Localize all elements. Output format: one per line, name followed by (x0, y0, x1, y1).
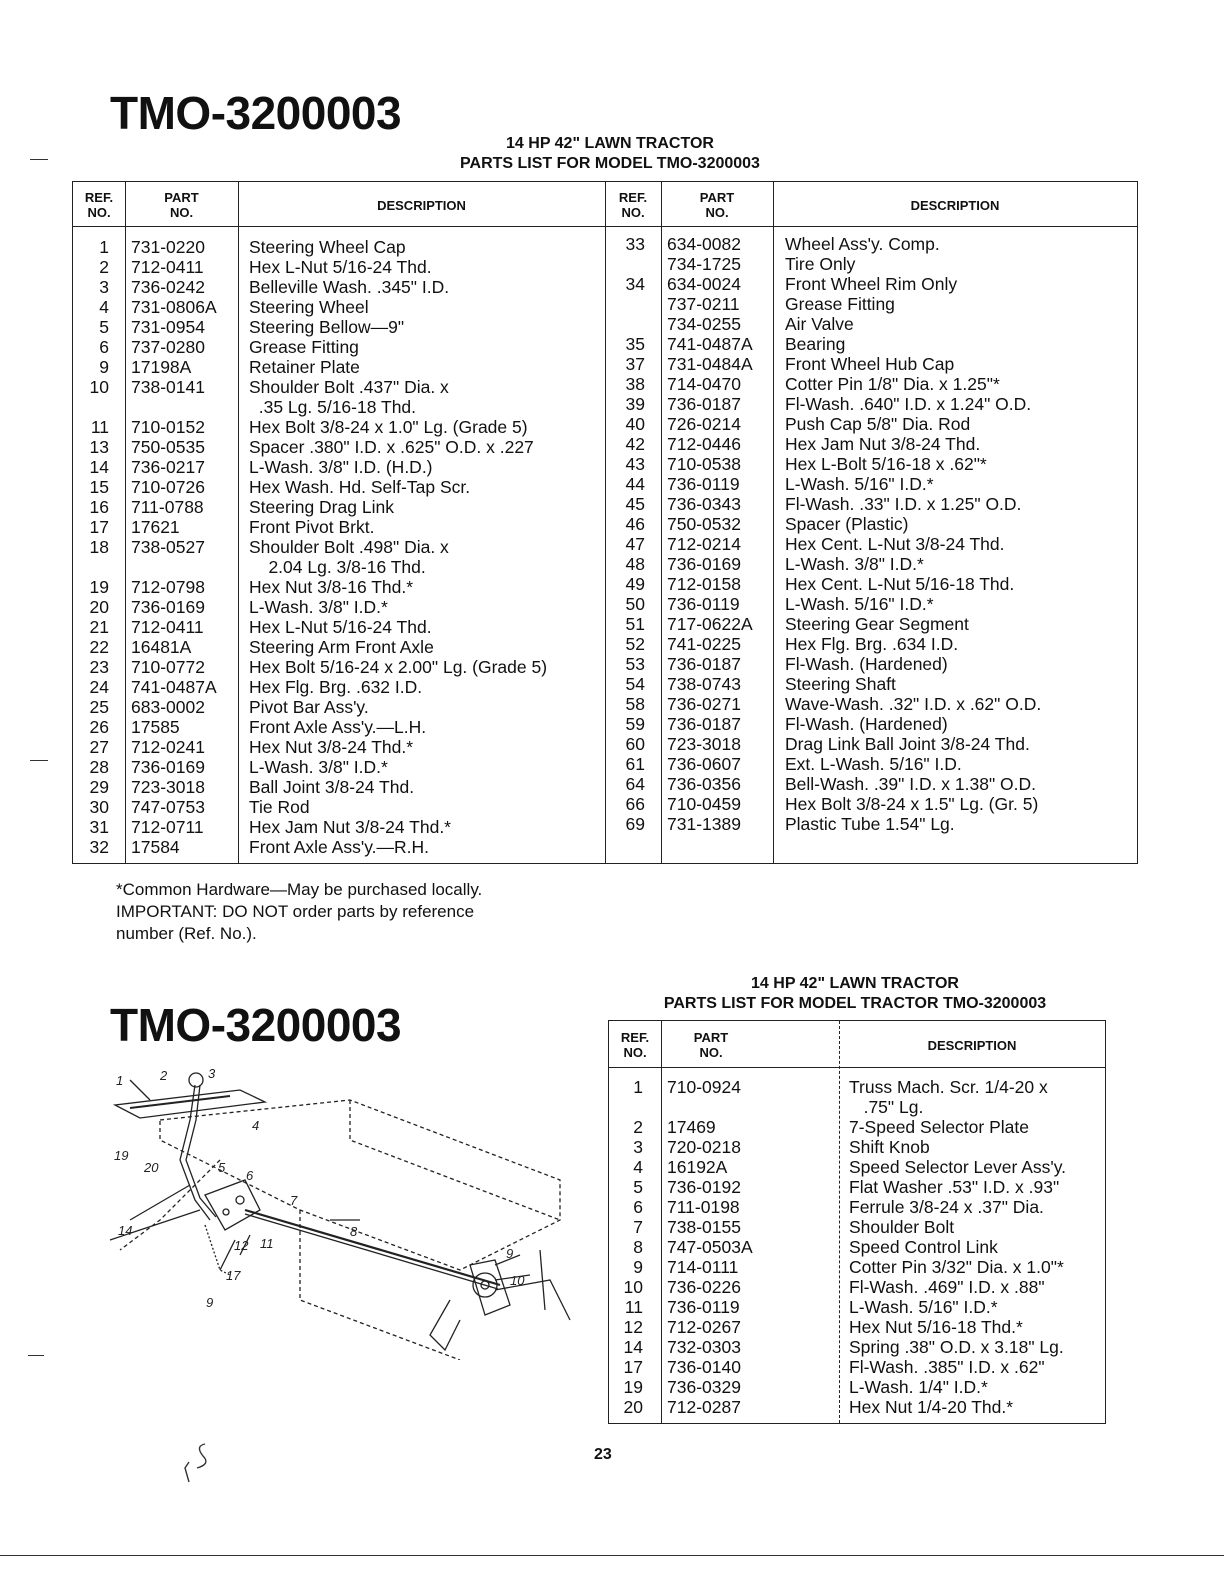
bottom.rows-desc-cell: Fl-Wash. .385" I.D. x .62" (849, 1357, 1045, 1377)
top.left_rows-desc-cell: Grease Fitting (249, 337, 359, 357)
bottom.rows-ref-cell: 2 (633, 1117, 643, 1137)
bottom.rows-desc-cell: L-Wash. 1/4" I.D.* (849, 1377, 988, 1397)
top.left_rows-desc-cell: Steering Bellow—9" (249, 317, 405, 337)
top.left_rows-part-cell: 710-0152 (131, 417, 205, 437)
top.right_rows-desc-cell: Hex Bolt 3/8-24 x 1.5" Lg. (Gr. 5) (785, 794, 1039, 814)
bottom.rows-ref-cell: 8 (633, 1237, 643, 1257)
bottom.rows-desc-cell: Hex Nut 5/16-18 Thd.* (849, 1317, 1023, 1337)
top.right_rows-part-cell: 714-0470 (667, 374, 741, 394)
bottom.rows-part-cell: 736-0192 (667, 1177, 741, 1197)
top.left_rows-desc-cell: Hex Flg. Brg. .632 I.D. (249, 677, 423, 697)
top.left_rows-desc-cell: Hex Wash. Hd. Self-Tap Scr. (249, 477, 471, 497)
top.left_rows-ref-cell: 15 (89, 477, 109, 497)
top.left_rows-ref-cell: 20 (89, 597, 109, 617)
top.right_rows-desc-cell: Hex L-Bolt 5/16-18 x .62"* (785, 454, 987, 474)
top.right_rows-part-cell: 736-0119 (667, 474, 740, 494)
top.right_rows-ref-cell: 50 (625, 594, 645, 614)
top.left_rows-ref-cell: 16 (89, 497, 109, 517)
top.right_rows-desc-cell: Grease Fitting (785, 294, 895, 314)
bottom.rows-ref-cell: 9 (633, 1257, 643, 1277)
top.left_rows-ref-cell: 25 (89, 697, 109, 717)
top.right_rows-desc-cell: L-Wash. 5/16" I.D.* (785, 474, 934, 494)
top-parts-table (72, 181, 1138, 864)
top.right_rows-ref-cell: 46 (625, 514, 645, 534)
bottom.rows-desc-cell: Cotter Pin 3/32" Dia. x 1.0"* (849, 1257, 1064, 1277)
top.left_rows-ref-cell: 23 (89, 657, 109, 677)
bottom.rows-ref-cell: 12 (623, 1317, 643, 1337)
top.right_rows-desc-cell: Air Valve (785, 314, 854, 334)
bottom.rows-desc-cell: 7-Speed Selector Plate (849, 1117, 1029, 1137)
top.right_rows-part-cell: 738-0743 (667, 674, 741, 694)
diagram-label-9: 9 (506, 1246, 514, 1261)
top.right_rows-part-cell: 731-0484A (667, 354, 753, 374)
top.left_rows-part-cell (131, 397, 217, 417)
top.right_rows-ref-cell: 51 (625, 614, 645, 634)
top.right_rows-desc-cell: Drag Link Ball Joint 3/8-24 Thd. (785, 734, 1030, 754)
top.right_rows-desc-cell: Bell-Wash. .39" I.D. x 1.38" O.D. (785, 774, 1037, 794)
top.right_rows-ref-cell: 58 (625, 694, 645, 714)
top.left_rows-desc-cell: Steering Wheel (249, 297, 369, 317)
top.left_rows-desc-cell: L-Wash. 3/8" I.D. (H.D.) (249, 457, 433, 477)
top.right_rows-desc-cell: Steering Shaft (785, 674, 896, 694)
diagram-label-17: 17 (226, 1268, 241, 1283)
top.left_rows-ref-cell: 27 (89, 737, 109, 757)
top.left_rows-desc-cell: Hex Jam Nut 3/8-24 Thd.* (249, 817, 451, 837)
right-ref-column (609, 234, 645, 834)
top.left_rows-part-cell: 736-0242 (131, 277, 205, 297)
bottom.rows-ref-cell: 17 (623, 1357, 643, 1377)
top.left_rows-desc-cell: Hex L-Nut 5/16-24 Thd. (249, 617, 432, 637)
top.right_rows-part-cell: 712-0158 (667, 574, 741, 594)
diagram-label-11: 11 (260, 1236, 274, 1251)
top.right_rows-part-cell: 736-0187 (667, 654, 741, 674)
bottom.rows-desc-cell: Shift Knob (849, 1137, 930, 1157)
top.right_rows-ref-cell: 44 (625, 474, 645, 494)
top.left_rows-part-cell: 17198A (131, 357, 192, 377)
top.right_rows-desc-cell: L-Wash. 3/8" I.D.* (785, 554, 924, 574)
bottom.rows-part-cell: 736-0140 (667, 1357, 741, 1377)
top.left_rows-part-cell: 711-0788 (131, 497, 204, 517)
diagram-label-5: 5 (218, 1160, 226, 1175)
bottom-header-description: DESCRIPTION (927, 1038, 1017, 1053)
diagram-label-8: 8 (350, 1224, 358, 1239)
top.left_rows-desc-cell: Front Axle Ass'y.—R.H. (249, 837, 430, 857)
bottom.rows-part-cell: 17469 (667, 1117, 716, 1137)
top.left_rows-desc-cell: Hex Bolt 3/8-24 x 1.0" Lg. (Grade 5) (249, 417, 528, 437)
top.right_rows-ref-cell: 60 (625, 734, 645, 754)
top.left_rows-part-cell: 747-0753 (131, 797, 205, 817)
top.left_rows-desc-cell: Steering Wheel Cap (249, 237, 406, 257)
top.right_rows-desc-cell: Hex Cent. L-Nut 3/8-24 Thd. (785, 534, 1005, 554)
top.right_rows-desc-cell: Fl-Wash. (Hardened) (785, 654, 948, 674)
top.right_rows-desc-cell: Front Wheel Rim Only (785, 274, 958, 294)
top.right_rows-part-cell: 736-0271 (667, 694, 741, 714)
top.left_rows-ref-cell: 18 (89, 537, 109, 557)
margin-mark (30, 760, 48, 761)
bottom.rows-desc-cell: Hex Nut 1/4-20 Thd.* (849, 1397, 1014, 1417)
bottom.rows-part-cell: 16192A (667, 1157, 728, 1177)
top.right_rows-part-cell: 634-0024 (667, 274, 741, 294)
top.right_rows-ref-cell: 59 (625, 714, 645, 734)
top.left_rows-part-cell: 723-3018 (131, 777, 205, 797)
top.left_rows-desc-cell: Hex Nut 3/8-24 Thd.* (249, 737, 414, 757)
bottom.rows-part-cell: 720-0218 (667, 1137, 741, 1157)
top.right_rows-ref-cell (609, 254, 645, 274)
top.right_rows-part-cell: 723-3018 (667, 734, 741, 754)
top.left_rows-ref-cell: 22 (89, 637, 109, 657)
bottom.rows-desc-cell: Shoulder Bolt (849, 1217, 955, 1237)
top.right_rows-ref-cell: 48 (625, 554, 645, 574)
bottom-part-column (667, 1077, 753, 1417)
top.left_rows-part-cell: 741-0487A (131, 677, 217, 697)
diagram-label-19: 19 (114, 1148, 129, 1163)
top.left_rows-ref-cell: 30 (89, 797, 109, 817)
top.right_rows-desc-cell: Hex Jam Nut 3/8-24 Thd. (785, 434, 981, 454)
top.left_rows-ref-cell: 4 (99, 297, 109, 317)
top.right_rows-part-cell: 736-0187 (667, 714, 741, 734)
top.left_rows-ref-cell (73, 557, 109, 577)
top.right_rows-ref-cell: 47 (625, 534, 645, 554)
top.right_rows-part-cell: 717-0622A (667, 614, 753, 634)
bottom.rows-ref-cell: 5 (633, 1177, 643, 1197)
top.left_rows-part-cell: 712-0798 (131, 577, 205, 597)
top.right_rows-ref-cell: 64 (625, 774, 645, 794)
bottom.rows-desc-cell: .75" Lg. (849, 1097, 924, 1117)
diagram-label-20: 20 (144, 1160, 159, 1175)
bottom-title: TMO-3200003 (110, 999, 402, 1051)
top.left_rows-desc-cell: Tie Rod (249, 797, 310, 817)
top.left_rows-desc-cell: Steering Arm Front Axle (249, 637, 434, 657)
bottom.rows-ref-cell: 19 (623, 1377, 643, 1397)
top.left_rows-part-cell (131, 557, 217, 577)
top.right_rows-desc-cell: Wheel Ass'y. Comp. (785, 234, 940, 254)
bottom.rows-part-cell: 736-0119 (667, 1297, 740, 1317)
top.left_rows-ref-cell (73, 397, 109, 417)
bottom.rows-part-cell: 712-0267 (667, 1317, 741, 1337)
top.right_rows-part-cell: 634-0082 (667, 234, 741, 254)
top.left_rows-ref-cell: 6 (99, 337, 109, 357)
top.right_rows-desc-cell: Front Wheel Hub Cap (785, 354, 955, 374)
top.right_rows-desc-cell: Ext. L-Wash. 5/16" I.D. (785, 754, 962, 774)
top.right_rows-part-cell: 731-1389 (667, 814, 741, 834)
bottom.rows-part-cell: 710-0924 (667, 1077, 741, 1097)
top.left_rows-ref-cell: 28 (89, 757, 109, 777)
top.left_rows-part-cell: 710-0726 (131, 477, 205, 497)
notes (116, 879, 482, 945)
top.left_rows-part-cell: 736-0169 (131, 757, 205, 777)
top.left_rows-desc-cell: Front Pivot Brkt. (249, 517, 375, 537)
top.right_rows-desc-cell: Plastic Tube 1.54" Lg. (785, 814, 955, 834)
header-description: DESCRIPTION (377, 198, 466, 213)
top-subtitle-line2: PARTS LIST FOR MODEL TMO-3200003 (460, 155, 760, 172)
top.left_rows-part-cell: 683-0002 (131, 697, 205, 717)
top.left_rows-ref-cell: 14 (89, 457, 109, 477)
top.right_rows-desc-cell: Wave-Wash. .32" I.D. x .62" O.D. (785, 694, 1042, 714)
header-description-2: DESCRIPTION (910, 198, 1000, 213)
left-desc-column (249, 237, 547, 857)
bottom-subtitle (600, 974, 1110, 1014)
bottom-subtitle-line2: PARTS LIST FOR MODEL TRACTOR TMO-3200003 (663, 995, 1047, 1012)
bottom.rows-desc-cell: Ferrule 3/8-24 x .37" Dia. (849, 1197, 1044, 1217)
bottom.rows-desc-cell: L-Wash. 5/16" I.D.* (849, 1297, 998, 1317)
top.right_rows-ref-cell: 35 (625, 334, 645, 354)
top.left_rows-part-cell: 16481A (131, 637, 192, 657)
top.right_rows-part-cell: 736-0607 (667, 754, 741, 774)
bottom.rows-part-cell: 711-0198 (667, 1197, 740, 1217)
top.right_rows-desc-cell: Cotter Pin 1/8" Dia. x 1.25"* (785, 374, 1000, 394)
bottom.rows-desc-cell: Spring .38" O.D. x 3.18" Lg. (849, 1337, 1064, 1357)
top.right_rows-ref-cell: 69 (625, 814, 645, 834)
bottom.rows-ref-cell: 3 (633, 1137, 643, 1157)
top.right_rows-part-cell: 710-0538 (667, 454, 741, 474)
header-ref-no-2: REF. NO. (618, 190, 648, 220)
bottom-subtitle-line1: 14 HP 42" LAWN TRACTOR (751, 975, 959, 992)
bottom-ref-column (609, 1077, 643, 1417)
top-subtitle-line1: 14 HP 42" LAWN TRACTOR (506, 135, 714, 152)
top.left_rows-ref-cell: 3 (99, 277, 109, 297)
left-ref-column (73, 237, 109, 857)
top.left_rows-ref-cell: 32 (89, 837, 109, 857)
top.left_rows-part-cell: 731-0220 (131, 237, 205, 257)
top.left_rows-desc-cell: 2.04 Lg. 3/8-16 Thd. (249, 557, 426, 577)
top.right_rows-part-cell: 741-0225 (667, 634, 741, 654)
diagram-label-1: 1 (116, 1073, 124, 1088)
top.left_rows-part-cell: 731-0806A (131, 297, 217, 317)
top.left_rows-ref-cell: 2 (99, 257, 109, 277)
bottom.rows-part-cell: 738-0155 (667, 1217, 741, 1237)
top.right_rows-ref-cell: 39 (625, 394, 645, 414)
top.right_rows-part-cell: 712-0446 (667, 434, 741, 454)
diagram-label-4: 4 (252, 1118, 260, 1133)
top.right_rows-desc-cell: Tire Only (785, 254, 856, 274)
right-part-column (667, 234, 753, 834)
bottom.rows-part-cell: 736-0329 (667, 1377, 741, 1397)
top-subtitle (400, 134, 820, 174)
top.right_rows-part-cell: 712-0214 (667, 534, 741, 554)
top.left_rows-ref-cell: 5 (99, 317, 109, 337)
top.right_rows-ref-cell (609, 314, 645, 334)
top.left_rows-ref-cell: 13 (89, 437, 109, 457)
top.right_rows-desc-cell: Fl-Wash. .640" I.D. x 1.24" O.D. (785, 394, 1032, 414)
top.left_rows-desc-cell: .35 Lg. 5/16-18 Thd. (249, 397, 417, 417)
bottom-desc-column (849, 1077, 1066, 1417)
left-part-column (131, 237, 217, 857)
bottom.rows-part-cell: 747-0503A (667, 1237, 753, 1257)
top.left_rows-part-cell: 710-0772 (131, 657, 205, 677)
diagram-label-3: 3 (208, 1066, 216, 1081)
note-common-hardware: *Common Hardware—May be purchased locally. (116, 880, 483, 899)
top-title: TMO-3200003 (110, 87, 402, 139)
handwritten-mark (175, 1438, 225, 1488)
bottom.rows-desc-cell: Truss Mach. Scr. 1/4-20 x (849, 1077, 1048, 1097)
top.left_rows-desc-cell: Hex Bolt 5/16-24 x 2.00" Lg. (Grade 5) (249, 657, 548, 677)
top.left_rows-part-cell: 712-0411 (131, 617, 204, 637)
diagram-label-7: 7 (290, 1193, 298, 1208)
top.right_rows-part-cell: 737-0211 (667, 294, 740, 314)
top.left_rows-part-cell: 736-0169 (131, 597, 205, 617)
top.left_rows-desc-cell: L-Wash. 3/8" I.D.* (249, 597, 388, 617)
top.left_rows-desc-cell: Belleville Wash. .345" I.D. (249, 277, 450, 297)
top.left_rows-ref-cell: 17 (89, 517, 109, 537)
bottom-rule (0, 1555, 1224, 1556)
top.left_rows-ref-cell: 26 (89, 717, 109, 737)
top.left_rows-desc-cell: L-Wash. 3/8" I.D.* (249, 757, 388, 777)
top.right_rows-part-cell: 736-0356 (667, 774, 741, 794)
top.right_rows-part-cell: 726-0214 (667, 414, 741, 434)
note-ref-no: number (Ref. No.). (116, 924, 257, 943)
top.left_rows-ref-cell: 10 (89, 377, 109, 397)
top.right_rows-ref-cell: 61 (625, 754, 645, 774)
bottom.rows-part-cell: 732-0303 (667, 1337, 741, 1357)
top.left_rows-desc-cell: Pivot Bar Ass'y. (249, 697, 369, 717)
top.right_rows-ref-cell: 49 (625, 574, 645, 594)
top.left_rows-ref-cell: 1 (99, 237, 109, 257)
top.left_rows-part-cell: 712-0411 (131, 257, 204, 277)
top.left_rows-part-cell: 737-0280 (131, 337, 205, 357)
bottom.rows-desc-cell: Speed Control Link (849, 1237, 998, 1257)
bottom.rows-desc-cell: Fl-Wash. .469" I.D. x .88" (849, 1277, 1045, 1297)
top.left_rows-part-cell: 738-0141 (131, 377, 205, 397)
top.left_rows-part-cell: 750-0535 (131, 437, 205, 457)
top.left_rows-desc-cell: Shoulder Bolt .437" Dia. x (249, 377, 449, 397)
top.left_rows-part-cell: 731-0954 (131, 317, 205, 337)
bottom.rows-ref-cell: 20 (623, 1397, 643, 1417)
top.left_rows-desc-cell: Hex L-Nut 5/16-24 Thd. (249, 257, 432, 277)
top.right_rows-desc-cell: Spacer (Plastic) (785, 514, 909, 534)
bottom-header-part-no: PART NO. (693, 1030, 729, 1060)
bottom.rows-part-cell: 714-0111 (667, 1257, 739, 1277)
top.right_rows-part-cell: 741-0487A (667, 334, 753, 354)
top.right_rows-desc-cell: Push Cap 5/8" Dia. Rod (785, 414, 971, 434)
top.right_rows-desc-cell: Bearing (785, 334, 846, 354)
top.left_rows-ref-cell: 9 (99, 357, 109, 377)
diagram-label-9b: 9 (206, 1295, 214, 1310)
bottom.rows-desc-cell: Speed Selector Lever Ass'y. (849, 1157, 1067, 1177)
bottom.rows-desc-cell: Flat Washer .53" I.D. x .93" (849, 1177, 1060, 1197)
top.right_rows-ref-cell (609, 294, 645, 314)
top.right_rows-part-cell: 734-1725 (667, 254, 741, 274)
header-part-no: PART NO. (164, 190, 199, 220)
top.right_rows-part-cell: 734-0255 (667, 314, 741, 334)
top.left_rows-desc-cell: Retainer Plate (249, 357, 360, 377)
diagram-label-12: 12 (234, 1238, 249, 1253)
top.left_rows-ref-cell: 31 (89, 817, 109, 837)
top.left_rows-desc-cell: Ball Joint 3/8-24 Thd. (249, 777, 415, 797)
top.right_rows-part-cell: 710-0459 (667, 794, 741, 814)
diagram-label-14: 14 (118, 1223, 133, 1238)
top.right_rows-desc-cell: Fl-Wash. .33" I.D. x 1.25" O.D. (785, 494, 1022, 514)
margin-mark (30, 159, 48, 160)
top.left_rows-part-cell: 17621 (131, 517, 180, 537)
top.right_rows-part-cell: 736-0119 (667, 594, 740, 614)
top.left_rows-part-cell: 738-0527 (131, 537, 205, 557)
bottom-header-ref-no: REF. NO. (620, 1030, 650, 1060)
note-important: IMPORTANT: DO NOT order parts by reference (116, 902, 475, 921)
bottom.rows-ref-cell: 10 (623, 1277, 643, 1297)
top.right_rows-ref-cell: 42 (625, 434, 645, 454)
top.right_rows-ref-cell: 52 (625, 634, 645, 654)
top.left_rows-ref-cell: 19 (89, 577, 109, 597)
bottom.rows-ref-cell: 7 (633, 1217, 643, 1237)
top.left_rows-part-cell: 712-0711 (131, 817, 204, 837)
diagram-label-10: 10 (510, 1273, 525, 1288)
diagram-label-6: 6 (246, 1168, 254, 1183)
top.right_rows-ref-cell: 54 (625, 674, 645, 694)
top.left_rows-part-cell: 712-0241 (131, 737, 205, 757)
top.right_rows-desc-cell: Steering Gear Segment (785, 614, 969, 634)
margin-mark (28, 1355, 44, 1356)
top.right_rows-ref-cell: 53 (625, 654, 645, 674)
top.left_rows-ref-cell: 21 (89, 617, 109, 637)
top.right_rows-ref-cell: 43 (625, 454, 645, 474)
top.left_rows-part-cell: 736-0217 (131, 457, 205, 477)
header-part-no-2: PART NO. (699, 190, 735, 220)
top.right_rows-desc-cell: Hex Cent. L-Nut 5/16-18 Thd. (785, 574, 1015, 594)
top.left_rows-desc-cell: Front Axle Ass'y.—L.H. (249, 717, 427, 737)
top.left_rows-part-cell: 17584 (131, 837, 180, 857)
speed-selector-exploded-diagram (100, 1060, 580, 1360)
top.right_rows-ref-cell: 40 (625, 414, 645, 434)
top.left_rows-desc-cell: Spacer .380" I.D. x .625" O.D. x .227 (249, 437, 534, 457)
top.right_rows-part-cell: 736-0187 (667, 394, 741, 414)
top.left_rows-ref-cell: 24 (89, 677, 109, 697)
top.left_rows-ref-cell: 29 (89, 777, 109, 797)
bottom.rows-ref-cell: 4 (633, 1157, 643, 1177)
top.left_rows-desc-cell: Steering Drag Link (249, 497, 394, 517)
top.left_rows-desc-cell: Hex Nut 3/8-16 Thd.* (249, 577, 414, 597)
bottom.rows-ref-cell: 14 (623, 1337, 643, 1357)
bottom.rows-part-cell: 712-0287 (667, 1397, 741, 1417)
diagram-label-2: 2 (160, 1068, 168, 1083)
top.right_rows-part-cell: 736-0169 (667, 554, 741, 574)
bottom-parts-table (608, 1020, 1106, 1424)
bottom.rows-ref-cell (609, 1097, 643, 1117)
bottom.rows-ref-cell: 1 (633, 1077, 643, 1097)
page-number: 23 (594, 1446, 612, 1463)
top.right_rows-desc-cell: Hex Flg. Brg. .634 I.D. (785, 634, 959, 654)
bottom.rows-ref-cell: 6 (633, 1197, 643, 1217)
top.right_rows-ref-cell: 38 (625, 374, 645, 394)
top.left_rows-ref-cell: 11 (90, 417, 109, 437)
top.right_rows-desc-cell: Fl-Wash. (Hardened) (785, 714, 948, 734)
bottom.rows-part-cell (667, 1097, 753, 1117)
header-ref-no: REF. NO. (84, 190, 114, 220)
bottom.rows-part-cell: 736-0226 (667, 1277, 741, 1297)
top.right_rows-part-cell: 736-0343 (667, 494, 741, 514)
top.right_rows-part-cell: 750-0532 (667, 514, 741, 534)
bottom.rows-ref-cell: 11 (624, 1297, 643, 1317)
top.right_rows-ref-cell: 34 (625, 274, 645, 294)
top.right_rows-ref-cell: 33 (625, 234, 645, 254)
top.right_rows-desc-cell: L-Wash. 5/16" I.D.* (785, 594, 934, 614)
top.left_rows-desc-cell: Shoulder Bolt .498" Dia. x (249, 537, 449, 557)
top.left_rows-part-cell: 17585 (131, 717, 180, 737)
top.right_rows-ref-cell: 37 (625, 354, 645, 374)
right-desc-column (785, 234, 1041, 834)
top.right_rows-ref-cell: 45 (625, 494, 645, 514)
top.right_rows-ref-cell: 66 (625, 794, 645, 814)
